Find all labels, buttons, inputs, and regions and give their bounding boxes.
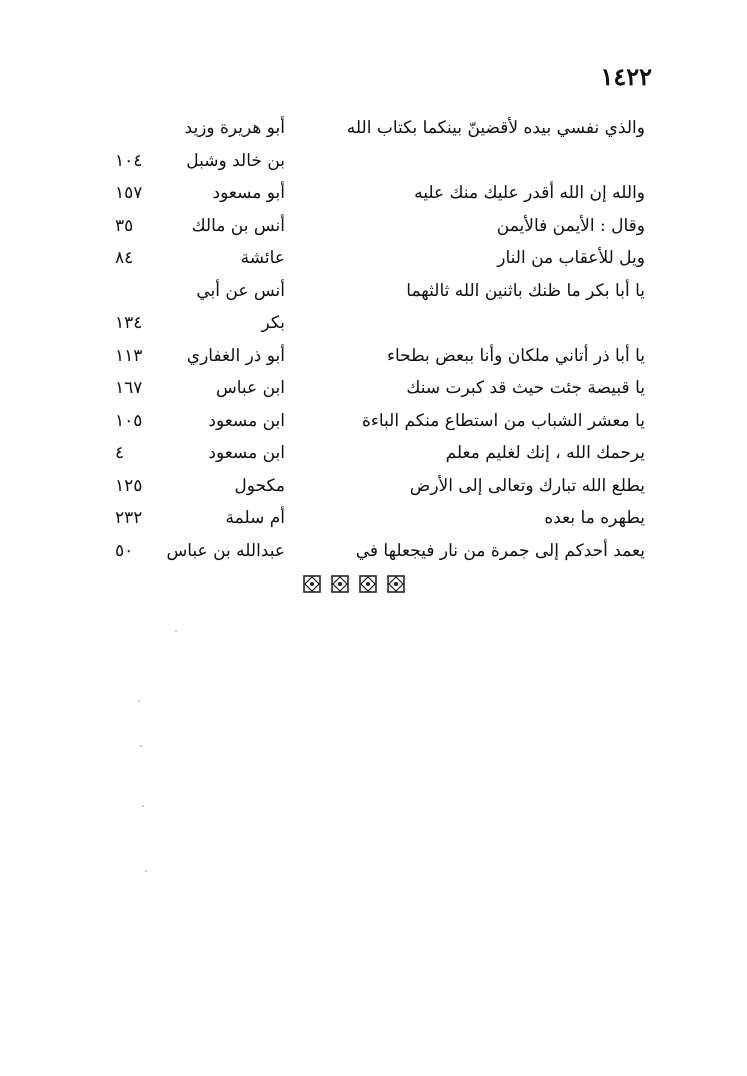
- reference-number: ٥٠: [115, 540, 134, 561]
- narrator: أبو هريرة وزيد: [184, 118, 285, 138]
- index-row: [115, 210, 645, 243]
- narrator: أنس بن مالك: [191, 215, 285, 236]
- index-row: [115, 340, 645, 373]
- narrator: ابن مسعود: [208, 410, 285, 431]
- index-row: [115, 242, 645, 275]
- narrator: ابن عباس: [215, 378, 285, 398]
- hadith-text: ويل للأعقاب من النار: [497, 248, 645, 268]
- scan-speck: [145, 870, 147, 872]
- reference-number: ١٥٧: [115, 183, 143, 203]
- narrator: مكحول: [234, 475, 285, 496]
- narrator: أبو مسعود: [212, 183, 285, 203]
- page-number: ١٤٢٢: [600, 62, 652, 91]
- reference-number: ٤: [115, 443, 125, 463]
- narrator: عائشة: [240, 248, 285, 268]
- index-row: [115, 372, 645, 405]
- narrator: أنس عن أبي: [196, 280, 285, 301]
- reference-number: ١٠٤: [115, 150, 143, 171]
- ornament-tile-icon: [331, 575, 349, 593]
- reference-number: ١٢٥: [115, 475, 143, 496]
- hadith-text: يا معشر الشباب من استطاع منكم الباءة: [361, 410, 645, 431]
- narrator: ابن مسعود: [208, 443, 285, 463]
- scan-speck: [142, 805, 144, 807]
- reference-number: ٨٤: [115, 248, 134, 268]
- reference-number: ٢٣٢: [115, 508, 143, 528]
- reference-number: ٣٥: [115, 215, 134, 236]
- hadith-text: يا أبا ذر أتاني ملكان وأنا ببعض بطحاء: [386, 345, 645, 366]
- hadith-index-table: [115, 112, 645, 567]
- hadith-text: والله إن الله أقدر عليك منك عليه: [414, 183, 645, 203]
- narrator: أم سلمة: [225, 508, 285, 528]
- index-row: [115, 437, 645, 470]
- narrator: بن خالد وشبل: [186, 150, 285, 171]
- index-row: [115, 535, 645, 568]
- ornament-tile-icon: [359, 575, 377, 593]
- index-row: [115, 502, 645, 535]
- hadith-text: يعمد أحدكم إلى جمرة من نار فيجعلها في: [355, 540, 645, 561]
- hadith-text: يرحمك الله ، إنك لغليم معلم: [445, 443, 645, 463]
- index-row: [115, 405, 645, 438]
- index-row: [115, 275, 645, 308]
- scan-speck: [138, 700, 140, 702]
- narrator: بكر: [261, 313, 285, 333]
- scan-speck: [175, 630, 177, 632]
- index-row: [115, 177, 645, 210]
- reference-number: ١٣٤: [115, 313, 143, 333]
- reference-number: ١٠٥: [115, 410, 143, 431]
- section-end-ornaments: [303, 575, 405, 593]
- index-row: [115, 145, 645, 178]
- ornament-tile-icon: [387, 575, 405, 593]
- reference-number: ١١٣: [115, 345, 143, 366]
- index-row: [115, 307, 645, 340]
- narrator: عبدالله بن عباس: [166, 540, 285, 561]
- index-row: [115, 112, 645, 145]
- hadith-text: يا أبا بكر ما ظنك باثنين الله ثالثهما: [406, 280, 645, 301]
- scan-speck: [140, 745, 142, 747]
- hadith-text: وقال : الأيمن فالأيمن: [496, 215, 645, 236]
- reference-number: ١٦٧: [115, 378, 143, 398]
- hadith-text: يطلع الله تبارك وتعالى إلى الأرض: [409, 475, 645, 496]
- hadith-text: يا قبيصة جئت حيث قد كبرت سنك: [406, 378, 645, 398]
- ornament-tile-icon: [303, 575, 321, 593]
- index-row: [115, 470, 645, 503]
- hadith-text: يطهره ما بعده: [544, 508, 645, 528]
- hadith-text: والذي نفسي بيده لأقضينّ بينكما بكتاب الله: [346, 118, 645, 138]
- narrator: أبو ذر الغفاري: [186, 345, 285, 366]
